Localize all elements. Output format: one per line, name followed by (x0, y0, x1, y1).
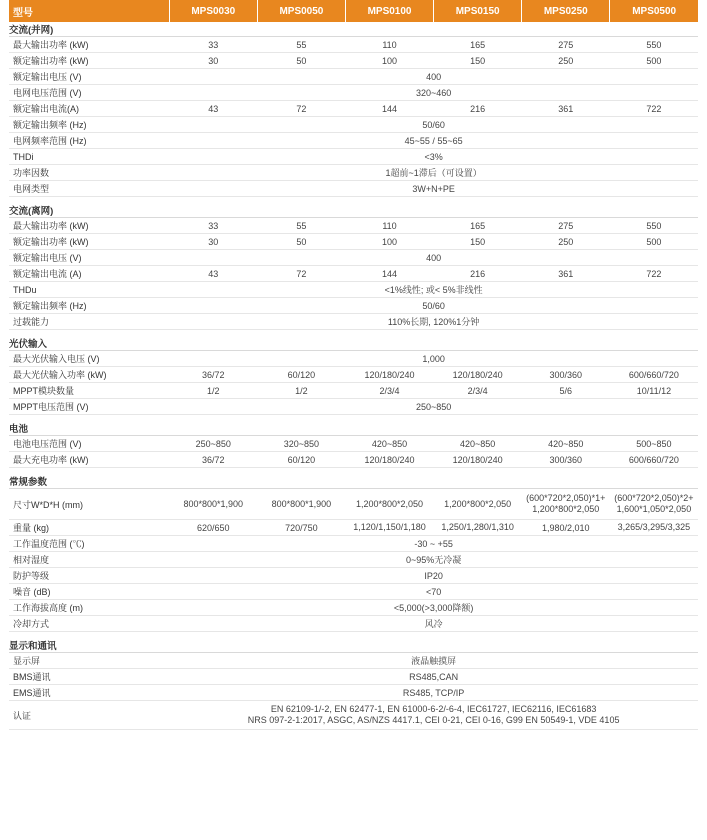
row-label: 认证 (9, 701, 169, 730)
row-value: 150 (434, 53, 522, 69)
row-value: 60/120 (257, 367, 345, 383)
row-value-merged: <1%线性; 或< 5%非线性 (169, 282, 698, 298)
row-value-merged: 液晶触摸屏 (169, 653, 698, 669)
row-value: 600/660/720 (610, 367, 698, 383)
row-value: 1,250/1,280/1,310 (434, 520, 522, 536)
row-label: 额定输出频率 (Hz) (9, 298, 169, 314)
row-label: 最大充电功率 (kW) (9, 452, 169, 468)
row-value: 216 (434, 266, 522, 282)
section-title-row (9, 474, 698, 489)
table-row (9, 520, 698, 536)
row-value-merged: 45~55 / 55~65 (169, 133, 698, 149)
row-label: 冷却方式 (9, 616, 169, 632)
header-model-cell: MPS0030 (169, 0, 257, 22)
row-value: 120/180/240 (345, 452, 433, 468)
header-model-cell: MPS0050 (257, 0, 345, 22)
row-label: BMS通讯 (9, 669, 169, 685)
row-label: EMS通讯 (9, 685, 169, 701)
row-label: 显示屏 (9, 653, 169, 669)
table-row (9, 436, 698, 452)
row-label: 过载能力 (9, 314, 169, 330)
row-value: 1/2 (257, 383, 345, 399)
row-value: 100 (345, 234, 433, 250)
table-row (9, 669, 698, 685)
row-label: 工作海拔高度 (m) (9, 600, 169, 616)
row-value-merged: <5,000(>3,000降额) (169, 600, 698, 616)
table-row (9, 149, 698, 165)
row-value: 30 (169, 53, 257, 69)
row-label: THDi (9, 149, 169, 165)
table-row (9, 133, 698, 149)
row-value: (600*720*2,050)*2+ 1,600*1,050*2,050 (610, 489, 698, 520)
row-value: 36/72 (169, 367, 257, 383)
table-row (9, 489, 698, 520)
table-row (9, 85, 698, 101)
row-value: 275 (522, 218, 610, 234)
row-value: 55 (257, 37, 345, 53)
row-value-merged: 1,000 (169, 351, 698, 367)
table-row (9, 69, 698, 85)
table-row (9, 685, 698, 701)
row-value: 1/2 (169, 383, 257, 399)
row-label: 电网电压范围 (V) (9, 85, 169, 101)
row-label: 最大输出功率 (kW) (9, 37, 169, 53)
row-value: 33 (169, 37, 257, 53)
section-title-row (9, 22, 698, 37)
row-value: 361 (522, 101, 610, 117)
row-value: 165 (434, 37, 522, 53)
table-row (9, 282, 698, 298)
row-value-merged: 250~850 (169, 399, 698, 415)
row-value: 30 (169, 234, 257, 250)
table-row (9, 165, 698, 181)
row-value: 50 (257, 234, 345, 250)
row-value-merged: EN 62109-1/-2, EN 62477-1, EN 61000-6-2/-6-4, IEC61727, IEC62116, IEC61683 NRS 097-2-1:2017, ASGC, AS/NZS 4417.1, CEI 0-21, CEI 0-16, G99 EN 50549-1, VDE 4105 (169, 701, 698, 730)
row-value: 33 (169, 218, 257, 234)
row-label: 重量 (kg) (9, 520, 169, 536)
row-value: 144 (345, 101, 433, 117)
row-value: 250~850 (169, 436, 257, 452)
row-label: 额定输出电压 (V) (9, 250, 169, 266)
row-value: 72 (257, 266, 345, 282)
section-title: 交流(离网) (9, 203, 698, 218)
section-title: 常规参数 (9, 474, 698, 489)
row-label: 电网频率范围 (Hz) (9, 133, 169, 149)
table-row (9, 383, 698, 399)
table-row (9, 37, 698, 53)
row-value-merged: 1超前~1滞后（可设置） (169, 165, 698, 181)
table-row (9, 181, 698, 197)
row-value-merged: 0~95%无冷凝 (169, 552, 698, 568)
row-value: 1,200*800*2,050 (345, 489, 433, 520)
table-row (9, 298, 698, 314)
table-row (9, 701, 698, 730)
table-row (9, 552, 698, 568)
row-value: 55 (257, 218, 345, 234)
row-value: 722 (610, 101, 698, 117)
table-row (9, 351, 698, 367)
row-value: 1,200*800*2,050 (434, 489, 522, 520)
row-value: 120/180/240 (434, 367, 522, 383)
table-row (9, 101, 698, 117)
row-value: 43 (169, 266, 257, 282)
row-value: 60/120 (257, 452, 345, 468)
table-row (9, 218, 698, 234)
row-value-merged: <70 (169, 584, 698, 600)
row-value: 800*800*1,900 (169, 489, 257, 520)
row-label: 额定输出电压 (V) (9, 69, 169, 85)
row-value-merged: 风冷 (169, 616, 698, 632)
table-row (9, 117, 698, 133)
section-title-row (9, 638, 698, 653)
row-value: 120/180/240 (434, 452, 522, 468)
row-value: 361 (522, 266, 610, 282)
specification-table (9, 0, 698, 730)
section-title-row (9, 336, 698, 351)
row-value: 720/750 (257, 520, 345, 536)
row-label: MPPT模块数量 (9, 383, 169, 399)
row-label: 额定输出电流(A) (9, 101, 169, 117)
row-label: 相对湿度 (9, 552, 169, 568)
row-label: 额定输出功率 (kW) (9, 53, 169, 69)
header-model-cell: MPS0100 (345, 0, 433, 22)
row-value: 3,265/3,295/3,325 (610, 520, 698, 536)
table-row (9, 250, 698, 266)
row-value: 5/6 (522, 383, 610, 399)
table-body (9, 0, 698, 730)
row-value: 320~850 (257, 436, 345, 452)
row-label: 防护等级 (9, 568, 169, 584)
header-model-cell: MPS0150 (434, 0, 522, 22)
section-title-row (9, 421, 698, 436)
row-value-merged: RS485, TCP/IP (169, 685, 698, 701)
row-label: MPPT电压范围 (V) (9, 399, 169, 415)
row-value: 165 (434, 218, 522, 234)
row-value-merged: -30 ~ +55 (169, 536, 698, 552)
header-model-cell: MPS0250 (522, 0, 610, 22)
row-value-merged: IP20 (169, 568, 698, 584)
table-row (9, 399, 698, 415)
row-label: 最大光伏输入功率 (kW) (9, 367, 169, 383)
table-row (9, 452, 698, 468)
row-label: 最大光伏输入电压 (V) (9, 351, 169, 367)
table-row (9, 367, 698, 383)
row-label: 额定输出功率 (kW) (9, 234, 169, 250)
row-value: 275 (522, 37, 610, 53)
row-value-merged: 400 (169, 250, 698, 266)
row-value: 120/180/240 (345, 367, 433, 383)
row-label: 噪音 (dB) (9, 584, 169, 600)
row-value: 250 (522, 234, 610, 250)
row-value: 500 (610, 234, 698, 250)
row-value: 50 (257, 53, 345, 69)
row-value-merged: 3W+N+PE (169, 181, 698, 197)
row-value: 722 (610, 266, 698, 282)
header-label-cell: 型号 (9, 0, 169, 22)
row-value: 150 (434, 234, 522, 250)
row-label: 电池电压范围 (V) (9, 436, 169, 452)
row-value: 300/360 (522, 452, 610, 468)
section-title: 电池 (9, 421, 698, 436)
row-value: 2/3/4 (434, 383, 522, 399)
header-model-cell: MPS0500 (610, 0, 698, 22)
row-value: 250 (522, 53, 610, 69)
row-value-merged: 50/60 (169, 117, 698, 133)
row-value-merged: 50/60 (169, 298, 698, 314)
row-value: 43 (169, 101, 257, 117)
row-label: THDu (9, 282, 169, 298)
row-value: 550 (610, 37, 698, 53)
section-title-row (9, 203, 698, 218)
row-value: 216 (434, 101, 522, 117)
row-value: 420~850 (434, 436, 522, 452)
table-row (9, 616, 698, 632)
section-title: 光伏输入 (9, 336, 698, 351)
row-value: 36/72 (169, 452, 257, 468)
table-row (9, 600, 698, 616)
row-value: 10/11/12 (610, 383, 698, 399)
row-value-merged: 320~460 (169, 85, 698, 101)
row-value: 100 (345, 53, 433, 69)
row-value-merged: RS485,CAN (169, 669, 698, 685)
table-row (9, 53, 698, 69)
row-label: 最大输出功率 (kW) (9, 218, 169, 234)
table-header-row (9, 0, 698, 22)
table-row (9, 234, 698, 250)
row-label: 工作温度范围 (℃) (9, 536, 169, 552)
table-row (9, 536, 698, 552)
row-value: 1,120/1,150/1,180 (345, 520, 433, 536)
row-value: 500~850 (610, 436, 698, 452)
row-value: 300/360 (522, 367, 610, 383)
row-value: 420~850 (345, 436, 433, 452)
row-value: 110 (345, 37, 433, 53)
row-label: 额定输出电流 (A) (9, 266, 169, 282)
row-value: 620/650 (169, 520, 257, 536)
table-row (9, 266, 698, 282)
table-row (9, 584, 698, 600)
row-value: 600/660/720 (610, 452, 698, 468)
row-label: 尺寸W*D*H (mm) (9, 489, 169, 520)
row-value: 144 (345, 266, 433, 282)
row-label: 额定输出频率 (Hz) (9, 117, 169, 133)
table-row (9, 314, 698, 330)
table-row (9, 568, 698, 584)
row-value: 500 (610, 53, 698, 69)
row-value: 550 (610, 218, 698, 234)
row-value-merged: 400 (169, 69, 698, 85)
row-value: 110 (345, 218, 433, 234)
row-value: 1,980/2,010 (522, 520, 610, 536)
table-row (9, 653, 698, 669)
row-value: 72 (257, 101, 345, 117)
section-title: 显示和通讯 (9, 638, 698, 653)
row-value: 420~850 (522, 436, 610, 452)
row-value: 2/3/4 (345, 383, 433, 399)
row-value: 800*800*1,900 (257, 489, 345, 520)
section-title: 交流(并网) (9, 22, 698, 37)
row-value: (600*720*2,050)*1+ 1,200*800*2,050 (522, 489, 610, 520)
row-label: 功率因数 (9, 165, 169, 181)
row-label: 电网类型 (9, 181, 169, 197)
row-value-merged: 110%长期, 120%1分钟 (169, 314, 698, 330)
row-value-merged: <3% (169, 149, 698, 165)
